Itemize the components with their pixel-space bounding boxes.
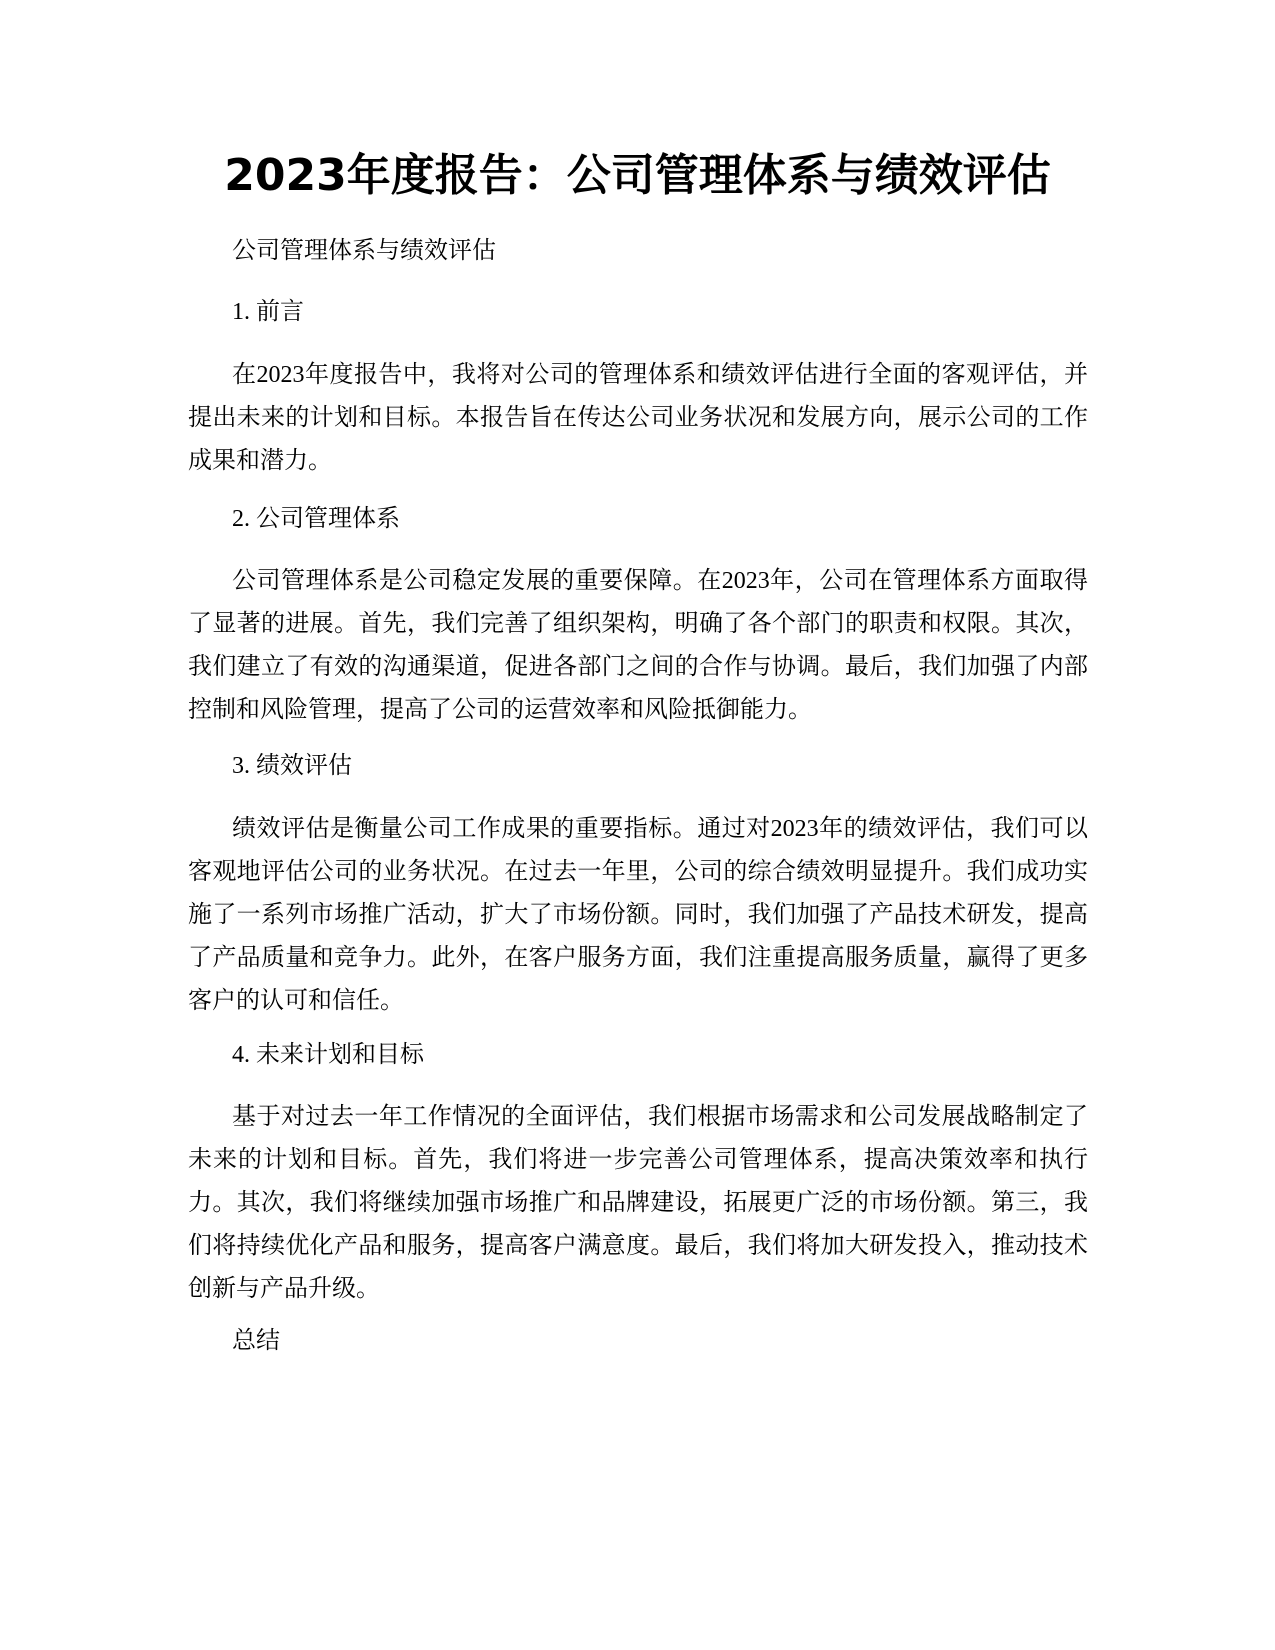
section-body-performance: 绩效评估是衡量公司工作成果的重要指标。通过对2023年的绩效评估，我们可以客观地评估公司的业务状况。在过去一年里，公司的综合绩效明显提升。我们成功实施了一系列市场推广活动，扩大了市场份额。同时，我们加强了产品技术研发，提高了产品质量和竞争力。此外，在客户服务方面，我们注重提高服务质量，赢得了更多客户的认可和信任。 [188, 816, 1088, 1014]
section-heading-performance: 3. 绩效评估 [232, 753, 352, 779]
section-heading-management: 2. 公司管理体系 [232, 506, 400, 532]
section-heading-future: 4. 未来计划和目标 [232, 1042, 424, 1068]
document-subtitle: 公司管理体系与绩效评估 [232, 238, 496, 264]
section-body-future: 基于对过去一年工作情况的全面评估，我们根据市场需求和公司发展战略制定了未来的计划和目标。首先，我们将进一步完善公司管理体系，提高决策效率和执行力。其次，我们将继续加强市场推广和品牌建设，拓展更广泛的市场份额。第三，我们将持续优化产品和服务，提高客户满意度。最后，我们将加大研发投入，推动技术创新与产品升级。 [188, 1104, 1088, 1302]
closing-heading: 总结 [232, 1328, 280, 1354]
document-title: 2023年度报告：公司管理体系与绩效评估 [224, 150, 1051, 201]
section-body-management: 公司管理体系是公司稳定发展的重要保障。在2023年，公司在管理体系方面取得了显著的进展。首先，我们完善了组织架构，明确了各个部门的职责和权限。其次，我们建立了有效的沟通渠道，促进各部门之间的合作与协调。最后，我们加强了内部控制和风险管理，提高了公司的运营效率和风险抵御能力。 [188, 568, 1088, 723]
section-body-preface: 在2023年度报告中，我将对公司的管理体系和绩效评估进行全面的客观评估，并提出未来的计划和目标。本报告旨在传达公司业务状况和发展方向，展示公司的工作成果和潜力。 [188, 362, 1088, 474]
section-heading-preface: 1. 前言 [232, 299, 304, 325]
